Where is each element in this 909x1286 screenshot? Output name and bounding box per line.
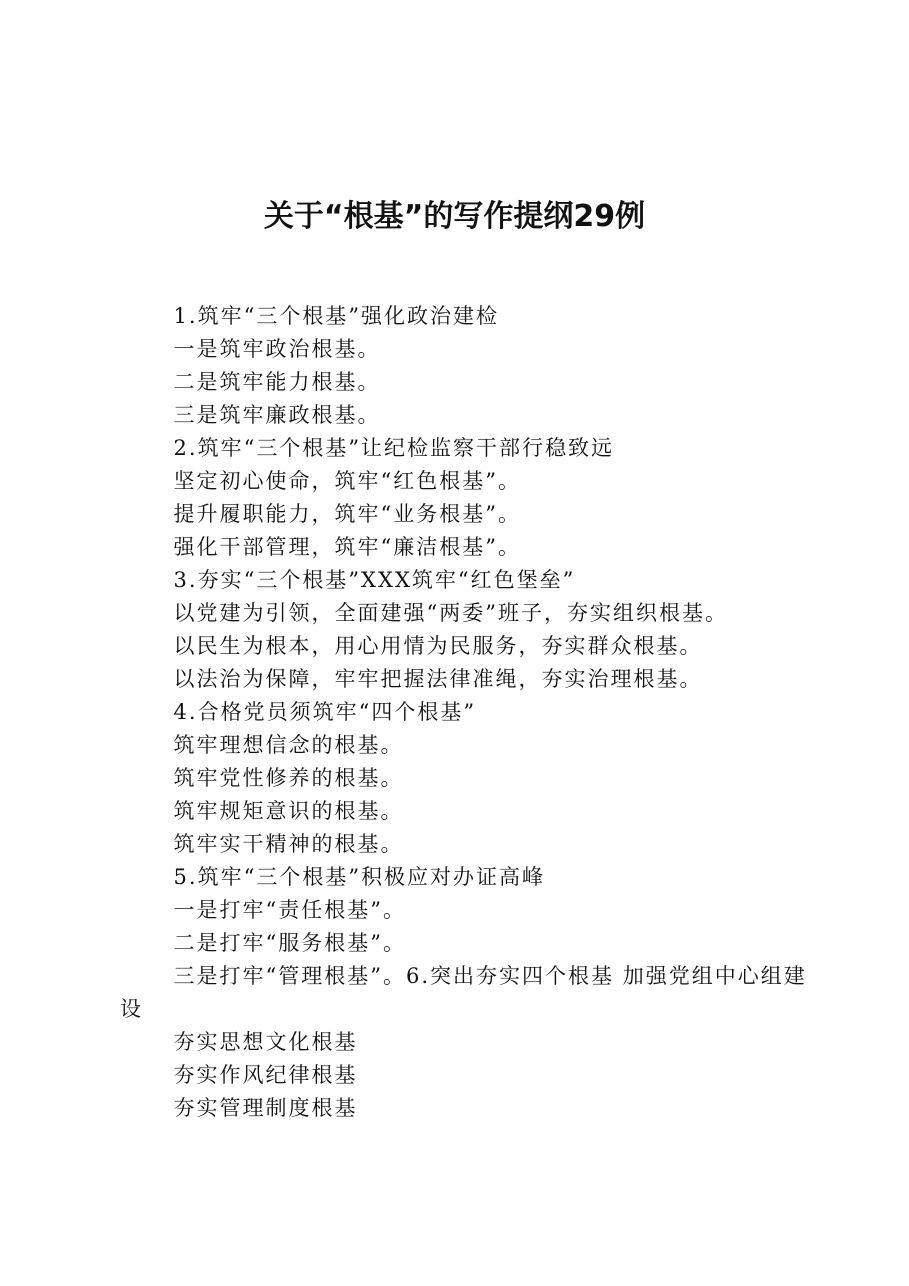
- page-title: 关于“根基”的写作提纲29例: [263, 199, 646, 234]
- paragraph-2: 一是筑牢政治根基。: [173, 337, 381, 361]
- paragraph-21: 三是打牢“管理根基”。6.突出夯实四个根基 加强党组中心组建设: [120, 964, 807, 1021]
- paragraph-9: 3.夯实“三个根基”XXX筑牢“红色堡垒”: [173, 568, 576, 592]
- paragraph-16: 筑牢规矩意识的根基。: [173, 799, 404, 823]
- paragraph-12: 以法治为保障，牢牢把握法律准绳，夯实治理根基。: [173, 667, 703, 691]
- paragraph-5: 2.筑牢“三个根基”让纪检监察干部行稳致远: [173, 436, 615, 460]
- paragraph-11: 以民生为根本，用心用情为民服务，夯实群众根基。: [173, 634, 703, 658]
- paragraph-15: 筑牢党性修养的根基。: [173, 766, 404, 790]
- paragraph-14: 筑牢理想信念的根基。: [173, 733, 404, 757]
- paragraph-24: 夯实管理制度根基: [173, 1096, 358, 1120]
- paragraph-17: 筑牢实干精神的根基。: [173, 832, 404, 856]
- paragraph-22: 夯实思想文化根基: [173, 1030, 358, 1054]
- paragraph-8: 强化干部管理，筑牢“廉洁根基”。: [173, 535, 522, 559]
- paragraph-6: 坚定初心使命，筑牢“红色根基”。: [173, 469, 522, 493]
- paragraph-13: 4.合格党员须筑牢“四个根基”: [173, 700, 477, 724]
- paragraph-1: 1.筑牢“三个根基”强化政治建检: [173, 304, 500, 328]
- paragraph-19: 一是打牢“责任根基”。: [173, 898, 407, 922]
- paragraph-3: 二是筑牢能力根基。: [173, 370, 381, 394]
- paragraph-7: 提升履职能力，筑牢“业务根基”。: [173, 502, 522, 526]
- paragraph-10: 以党建为引领，全面建强“两委”班子，夯实组织根基。: [173, 601, 729, 625]
- paragraph-18: 5.筑牢“三个根基”积极应对办证高峰: [173, 865, 546, 889]
- paragraph-20: 二是打牢“服务根基”。: [173, 931, 407, 955]
- paragraph-4: 三是筑牢廉政根基。: [173, 403, 381, 427]
- document-body: [120, 300, 810, 1125]
- paragraph-23: 夯实作风纪律根基: [173, 1063, 358, 1087]
